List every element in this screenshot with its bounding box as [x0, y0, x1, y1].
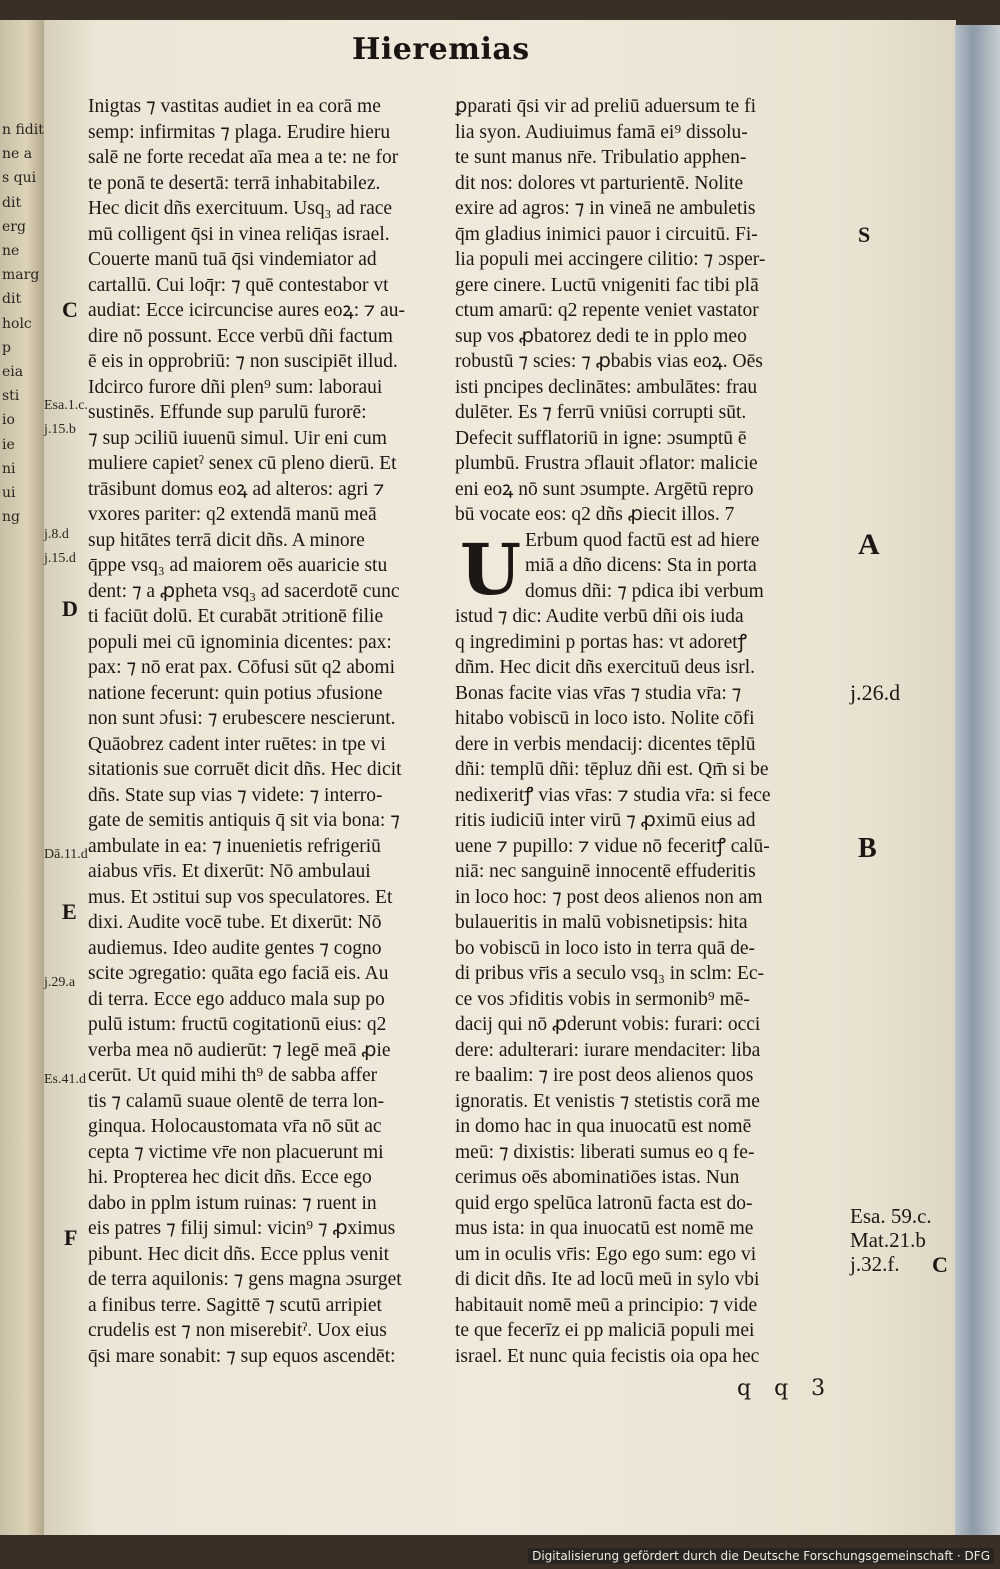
text-line: gere cinere. Luctū vnigeniti fac tibi plā	[455, 274, 759, 296]
text-line: dabo in pplm istum ruinas: ⁊ ruent in	[88, 1192, 377, 1214]
text-line: cerimus oēs abominatiōes istas. Nun	[455, 1167, 740, 1188]
digitization-credit: Digitalisierung gefördert durch die Deutsche Forschungsgemeinschaft · DFG	[528, 1548, 994, 1564]
text-line: dere in verbis mendacij: dicentes tēplū	[455, 733, 756, 755]
text-line: pibunt. Hec dicit dñs. Ecce pplus venit	[88, 1243, 390, 1265]
text-line: di pribus vr̄is a seculo vsq₃ in sclm: Ec-	[455, 963, 765, 984]
text-line: ginqua. Holocaustomata vr̄a nō sūt ac	[88, 1116, 382, 1137]
margin-letter-c-right: C	[932, 1252, 948, 1277]
text-line: dñm. Hec dicit dñs exercituū deus isrl.	[455, 657, 756, 678]
text-line: non sunt ɔfusi: ⁊ erubescere nescierunt.	[88, 708, 396, 729]
text-line: mus ista: in qua inuocatū est nomē me	[455, 1218, 754, 1239]
text-line: dire nō possunt. Ecce verbū dñi factum	[88, 325, 393, 347]
margin-letter-f-left: F	[64, 1225, 78, 1250]
text-line: meū: ⁊ dixistis: liberati sumus eo q fe-	[455, 1141, 755, 1163]
text-line: pax: ⁊ nō erat pax. Cōfusi sūt q2 abomi	[88, 657, 396, 678]
text-line: robustū ⁊ scies: ⁊ ꝓbabis vias eoꝝ. Oēs	[455, 351, 763, 372]
text-line: natione fecerunt: quin potius ɔfusione	[88, 682, 383, 704]
text-line: tis ⁊ calamū suaue olentē de terra lon-	[88, 1090, 385, 1112]
text-line: dixi. Audite vocē tube. Et dixerūt: Nō	[88, 912, 382, 933]
text-line: uene ⁊ pupillo: ⁊ vidue nō feceritꝭ calū-	[455, 835, 770, 857]
text-line: te que fecerīz ei pp maliciā populi mei	[455, 1320, 755, 1341]
text-line: Hec dicit dñs exercituum. Usq₃ ad race	[88, 198, 393, 219]
text-line: Quāobrez cadent inter ruētes: in tpe vi	[88, 733, 386, 755]
text-line: mus. Et ɔstitui sup vos speculatores. Et	[88, 886, 393, 908]
text-line: cerūt. Ut quid mihi th⁹ de sabba affer	[88, 1065, 378, 1086]
margin-reference: j.15.b	[44, 422, 76, 437]
text-line: di dicit dñs. Ite ad locū meū in sylo vbi	[455, 1269, 760, 1290]
text-line: nedixeritꝭ vias vr̄as: ⁊ studia vr̄a: si fece	[455, 784, 771, 806]
margin-reference: j.8.d	[44, 527, 69, 542]
text-line: crudelis est ⁊ non miserebitˀ. Uox eius	[88, 1320, 387, 1341]
text-line: muliere capietˀ senex cū pleno dierū. Et	[88, 453, 397, 474]
facing-page-text-fragments: n fidit ne a s qui dit erg ne marg dit holc p eia sti io ie ni ui ng	[2, 122, 44, 526]
text-line: dulēter. Es ⁊ ferrū vniūsi corrupti sūt.	[455, 402, 747, 423]
text-line: sustinēs. Effunde sup parulū furorē:	[88, 402, 367, 423]
text-line: hi. Propterea hec dicit dñs. Ecce ego	[88, 1167, 372, 1188]
text-line: populi mei cū ignominia dicentes: pax:	[88, 631, 392, 653]
text-line: re baalim: ⁊ ire post deos alienos quos	[455, 1065, 754, 1086]
text-line: te sunt manus nr̄e. Tribulatio apphen-	[455, 147, 747, 168]
margin-letter-s-right: S	[858, 222, 871, 247]
text-line: ctum amarū: q2 repente veniet vastator	[455, 300, 759, 321]
signature-mark: q q 3	[737, 1376, 834, 1401]
text-line: Bonas facite vias vr̄as ⁊ studia vr̄a: ⁊	[455, 682, 742, 704]
text-line: exire ad agros: ⁊ in vineā ne ambuletis	[455, 198, 756, 219]
text-line: ambulate in ea: ⁊ inuenietis refrigeriū	[88, 835, 381, 857]
page-stack-edge	[955, 25, 1000, 1535]
text-line: plumbū. Frustra ɔflauit ɔflator: malicie	[455, 453, 758, 474]
text-line: israel. Et nunc quia fecistis oia opa hec	[455, 1345, 760, 1367]
text-line: aiabus vr̄is. Et dixerūt: Nō ambulaui	[88, 861, 371, 882]
text-line: isti pncipes declinātes: ambulātes: frau	[455, 376, 758, 398]
text-line: dent: ⁊ a ꝓpheta vsq₃ ad sacerdotē cunc	[88, 580, 400, 602]
text-line: sitationis sue corruēt dicit dñs. Hec dicit	[88, 759, 402, 780]
text-line: ⁊ sup ɔciliū iuuenū simul. Uir eni cum	[88, 427, 387, 449]
text-line: gate de semitis antiquis q̄ sit via bona: ⁊	[88, 810, 400, 831]
text-line: um in oculis vr̄is: Ego ego sum: ego vi	[455, 1243, 757, 1265]
text-line: audiemus. Ideo audite gentes ⁊ cogno	[88, 937, 382, 959]
text-line: Idcirco furore dñi plen⁹ sum: laboraui	[88, 376, 383, 398]
text-line: audiat: Ecce icircuncise aures eoꝝ: ⁊ au-	[88, 300, 405, 321]
text-line: ritis iudiciū inter virū ⁊ ꝓximū eius ad	[455, 810, 756, 831]
margin-reference: Dā.11.d	[44, 847, 88, 862]
margin-reference: j.26.d	[850, 680, 901, 705]
text-line: habitauit nomē meū a principio: ⁊ vide	[455, 1294, 758, 1316]
text-line: Inigtas ⁊ vastitas audiet in ea corā me	[88, 96, 381, 117]
text-line: bulaueritis in malū vobisnetipsis: hita	[455, 912, 748, 933]
text-line: cartallū. Cui loq̄r: ⁊ quē contestabor vt	[88, 274, 389, 296]
text-line: ce vos ɔfiditis vobis in sermonib⁹ mē-	[455, 988, 750, 1010]
text-line: cepta ⁊ victime vr̄e non placuerunt mi	[88, 1141, 384, 1163]
margin-letter-c-left: C	[62, 297, 78, 322]
text-line: in domo hac in qua inuocatū est nomē	[455, 1116, 752, 1137]
text-line: q̄m gladius inimici pauor i circuitū. Fi-	[455, 223, 758, 245]
margin-reference: j.32.f.	[850, 1252, 900, 1276]
text-line: dacij qui nō ꝓderunt vobis: furari: occi	[455, 1014, 761, 1035]
margin-reference: Esa. 59.c.	[850, 1204, 932, 1228]
text-line: bo vobiscū in loco isto in terra quā de-	[455, 937, 756, 959]
text-line: Defecit sufflatoriū in igne: ɔsumptū ē	[455, 427, 747, 449]
text-line: scite ɔgregatio: quāta ego faciā eis. Au	[88, 963, 389, 984]
text-line: a finibus terre. Sagittē ⁊ scutū arripiet	[88, 1294, 382, 1316]
text-line: Erbum quod factū est ad hiere	[525, 529, 760, 551]
text-line: di terra. Ecce ego adduco mala sup po	[88, 988, 385, 1010]
text-line: eis patres ⁊ filij simul: vicin⁹ ⁊ ꝓximus	[88, 1218, 396, 1239]
text-line: q ingredimini p portas has: vt adoretꝭ	[455, 631, 747, 653]
text-line: dere: adulterari: iurare mendaciter: liba	[455, 1039, 761, 1061]
margin-reference: j.29.a	[44, 975, 76, 990]
text-line: q̄si mare sonabit: ⁊ sup equos ascendēt:	[88, 1345, 396, 1367]
text-line: ꝑparati q̄si vir ad preliū aduersum te fi	[455, 96, 756, 117]
drop-cap: U	[460, 528, 522, 611]
text-line: trāsibunt domus eoꝝ ad alteros: agri ⁊	[88, 478, 385, 500]
text-line: ti faciūt dolū. Et curabāt ɔtritionē filie	[88, 606, 384, 627]
right-text-column	[455, 94, 835, 1369]
margin-letter-e-left: E	[62, 899, 77, 924]
text-line: sup hitātes terrā dicit dñs. A minore	[88, 529, 365, 551]
text-line: dñs. State sup vias ⁊ videte: ⁊ interro-	[88, 784, 383, 806]
text-line: verba mea nō audierūt: ⁊ legē meā ꝓie	[88, 1039, 391, 1061]
text-line: pulū istum: fructū cogitationū eius: q2	[88, 1014, 387, 1035]
facing-page-edge	[0, 20, 44, 1535]
text-line: ignoratis. Et venistis ⁊ stetistis corā me	[455, 1090, 760, 1112]
left-text-column	[88, 94, 433, 1369]
text-line: lia syon. Audiuimus famā ei⁹ dissolu-	[455, 121, 748, 143]
text-line: semp: infirmitas ⁊ plaga. Erudire hieru	[88, 121, 391, 143]
text-line: q̄ppe vsq₃ ad maiorem oēs auaricie stu	[88, 555, 388, 576]
margin-reference: Es.41.d	[44, 1072, 86, 1087]
text-line: niā: nec sanguinē innocentē effuderitis	[455, 861, 756, 882]
text-line: hitabo vobiscū in loco isto. Nolite cōfi	[455, 708, 755, 729]
text-line: dit nos: dolores vt parturientē. Nolite	[455, 172, 744, 194]
text-line: domus dñi: ⁊ pdica ibi verbum	[525, 580, 764, 602]
text-line: Couerte manū tuā q̄si vindemiator ad	[88, 249, 377, 270]
margin-reference: Mat.21.b	[850, 1228, 926, 1252]
text-line: salē ne forte recedat aīa mea a te: ne for	[88, 147, 399, 168]
text-line: de terra aquilonis: ⁊ gens magna ɔsurget	[88, 1269, 402, 1290]
text-line: te ponā te desertā: terrā inhabitabilez.	[88, 172, 381, 194]
text-line: bū vocate eos: q2 dñs ꝓiecit illos. 7	[455, 504, 735, 525]
text-line: in loco hoc: ⁊ post deos alienos non am	[455, 886, 763, 908]
margin-letter-d-left: D	[62, 596, 78, 621]
text-line: istud ⁊ dic: Audite verbū dñi ois iuda	[455, 606, 744, 627]
margin-letter-b-right: B	[858, 833, 877, 864]
running-head: Hieremias	[352, 32, 530, 67]
text-line: quid ergo spelūca latronū facta est do-	[455, 1192, 753, 1214]
text-line: miā a dño dicens: Sta in porta	[525, 555, 757, 576]
text-line: vxores pariter: q2 extendā manū meā	[88, 504, 377, 525]
text-line: eni eoꝝ nō sunt ɔsumpte. Argētū repro	[455, 478, 754, 500]
text-line: mū colligent q̄si in vinea reliq̄as israel.	[88, 223, 390, 245]
margin-reference: Esa.1.c.	[44, 398, 88, 413]
margin-reference: j.15.d	[44, 551, 76, 566]
margin-letter-a-right: A	[858, 528, 880, 561]
text-line: lia populi mei accingere cilitio: ⁊ ɔsper-	[455, 249, 766, 270]
text-line: sup vos ꝓbatorez dedi te in pplo meo	[455, 325, 747, 347]
text-line: ē eis in opprobriū: ⁊ non suscipiēt illud.	[88, 351, 398, 372]
text-line: dñi: templū dñi: tēpluz dñi est. Qm̄ si be	[455, 759, 769, 780]
